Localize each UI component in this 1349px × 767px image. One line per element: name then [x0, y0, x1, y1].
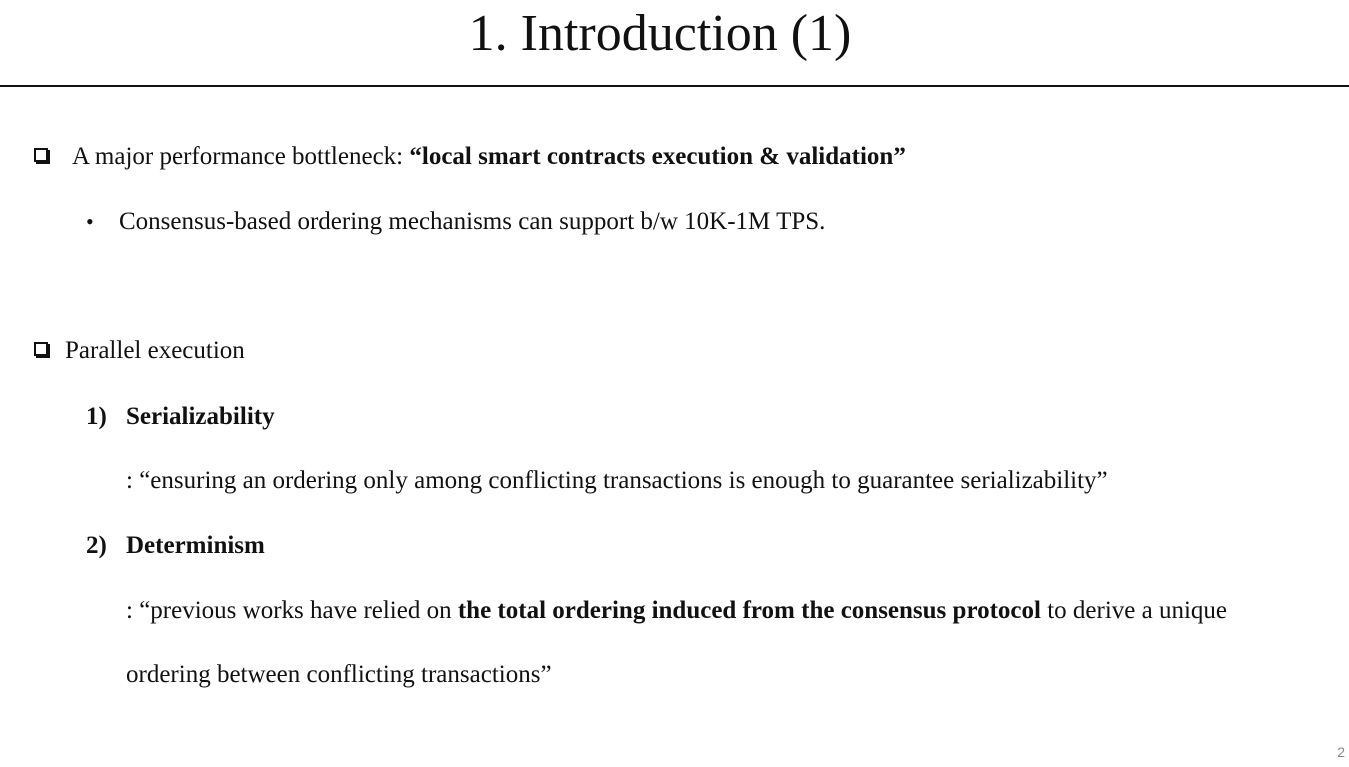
item2-quote-bold: the total ordering induced from the consensus protocol	[457, 597, 1041, 624]
page-number: 2	[1337, 744, 1345, 760]
bullet-dot-icon: •	[86, 209, 94, 234]
item1-label: Serializability	[126, 403, 275, 430]
item2-label: Determinism	[126, 532, 265, 559]
item1-number: 1)	[86, 403, 107, 430]
item2-quote-suffix: to derive a unique	[1040, 597, 1228, 624]
checkbox-bullet-icon	[34, 148, 48, 162]
section1-heading-bold: “local smart contracts execution & validation”	[409, 143, 906, 170]
item1-quote: : “ensuring an ordering only among conflicting transactions is enough to guarantee serializability”	[126, 467, 1108, 494]
item2-quote-prefix: : “previous works have relied on	[126, 597, 458, 624]
title-divider	[0, 85, 1349, 87]
section1-heading	[72, 141, 906, 173]
item2-quote-line2: ordering between conflicting transactions”	[126, 661, 552, 688]
section1-bullet-text: Consensus-based ordering mechanisms can support b/w 10K-1M TPS.	[119, 208, 826, 235]
item2-number: 2)	[86, 532, 107, 559]
section2-heading: Parallel execution	[65, 337, 245, 364]
checkbox-bullet-icon	[34, 342, 48, 356]
section1-heading-prefix: A major performance bottleneck:	[72, 143, 410, 170]
item2-quote	[126, 595, 1227, 627]
slide-title: 1. Introduction (1)	[468, 5, 852, 62]
